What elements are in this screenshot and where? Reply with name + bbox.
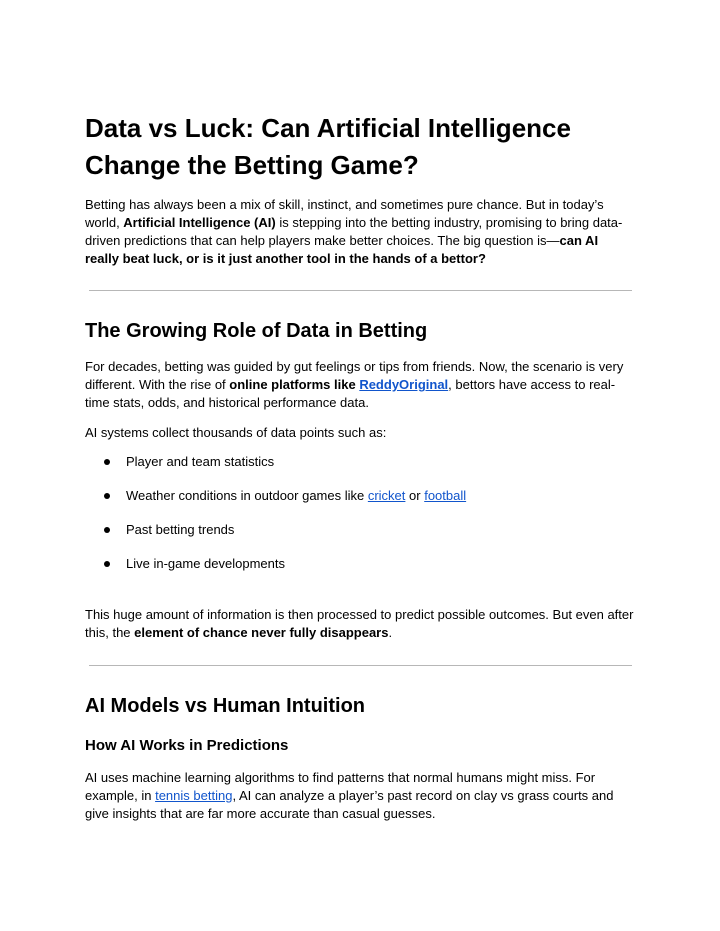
bullet-icon (104, 493, 110, 499)
section1-paragraph-1 (85, 358, 635, 412)
list-item (85, 521, 635, 555)
section-divider (89, 290, 632, 291)
list-item-text-mid: or (405, 488, 425, 503)
list-item (85, 453, 635, 487)
section1-paragraph-2: AI systems collect thousands of data points such as: (85, 425, 387, 440)
intro-text-1: Betting has always been a mix of skill, instinct, and sometimes pure chance. But in today’s world, (85, 197, 604, 230)
bullet-icon (104, 561, 110, 567)
subheading-how-ai-works: How AI Works in Predictions (85, 737, 289, 754)
tennis-betting-link[interactable]: tennis betting (155, 788, 233, 803)
cricket-link[interactable]: cricket (367, 488, 406, 503)
intro-bold-question: can AI really beat luck, or is it just another tool in the hands of a bettor? (85, 233, 599, 266)
section1-paragraph-3 (85, 606, 635, 642)
list-item-text: Player and team statistics (126, 454, 275, 469)
section1-p3-text-2: . (388, 625, 393, 640)
list-item (85, 487, 635, 521)
intro-paragraph (85, 196, 635, 268)
list-item-text: Past betting trends (126, 522, 235, 537)
section-heading-ai-models: AI Models vs Human Intuition (85, 695, 366, 717)
section1-p3-text-1: This huge amount of information is then processed to predict possible outcomes. But even after this, the (85, 607, 634, 640)
intro-text-2: is stepping into the betting industry, promising to bring data-driven predictions that can help players make better choices. The big question is— (85, 215, 623, 248)
bullet-icon (104, 459, 110, 465)
section1-p1-bold-text: online platforms like (229, 377, 360, 392)
list-item-text: Weather conditions in outdoor games like (126, 488, 368, 503)
data-points-list (85, 453, 635, 589)
section2-paragraph-1 (85, 769, 635, 823)
document-title: Data vs Luck: Can Artificial Intelligence Change the Betting Game? (85, 113, 571, 180)
section2-p1-text-1: AI uses machine learning algorithms to find patterns that normal humans might miss. For example, in (85, 770, 596, 803)
section1-p1-text-2: , bettors have access to real-time stats, odds, and historical performance data. (85, 377, 616, 410)
reddyoriginal-link[interactable]: ReddyOriginal (359, 377, 449, 392)
section1-p3-bold: element of chance never fully disappears (134, 625, 389, 640)
section-heading-data-role: The Growing Role of Data in Betting (85, 320, 428, 342)
section2-p1-text-2: , AI can analyze a player’s past record on clay vs grass courts and give insights that are far more accurate than casual guesses. (85, 788, 614, 821)
list-item-text: Live in-game developments (126, 556, 285, 571)
section1-p1-text-1: For decades, betting was guided by gut feelings or tips from friends. Now, the scenario is very different. With the rise of (85, 359, 624, 392)
bullet-icon (104, 527, 110, 533)
football-link[interactable]: football (424, 488, 467, 503)
section1-p1-bold (229, 377, 448, 392)
intro-bold-ai: Artificial Intelligence (AI) (123, 215, 276, 230)
section-divider (89, 665, 632, 666)
list-item (85, 555, 635, 589)
